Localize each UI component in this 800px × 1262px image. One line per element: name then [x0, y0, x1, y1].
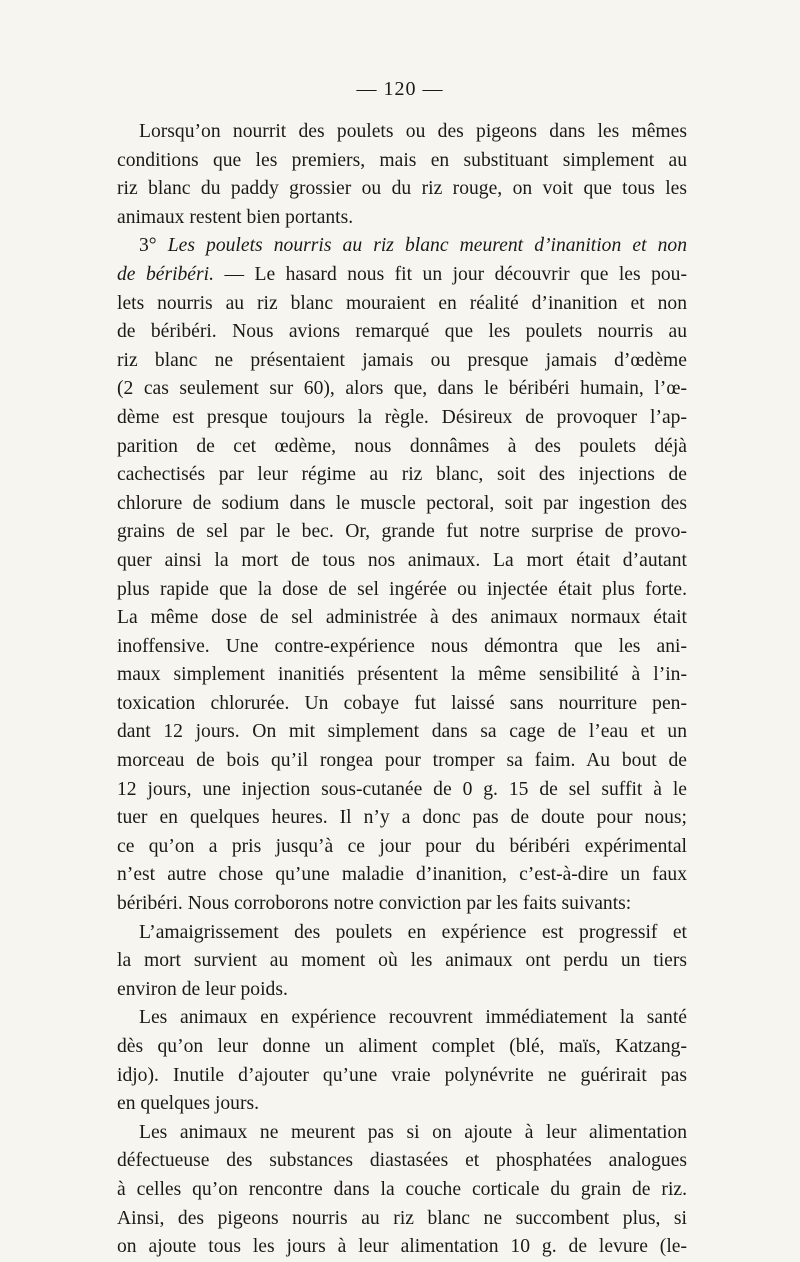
- text-line: quer ainsi la mort de tous nos animaux. La mort était d’autant: [117, 549, 687, 571]
- text-line: ce qu’on a pris jusqu’à ce jour pour du béribéri expérimental: [117, 835, 687, 857]
- text-line: toxication chlorurée. Un cobaye fut laissé sans nourriture pen-: [117, 692, 687, 714]
- section-title: Les poulets nourris au riz blanc meurent d’inanition et non: [167, 235, 687, 257]
- text-line: en quelques jours.: [117, 1093, 260, 1115]
- text-line: idjo). Inutile d’ajouter qu’une vraie polynévrite ne guérirait pas: [117, 1064, 687, 1086]
- text-line: défectueuse des substances diastasées et phosphatées analogues: [117, 1150, 687, 1172]
- text-line: 12 jours, une injection sous-cutanée de 0 g. 15 de sel suffit à le: [117, 778, 687, 800]
- text-line: dès qu’on leur donne un aliment complet (blé, maïs, Katzang-: [117, 1036, 687, 1057]
- text-line: riz blanc du paddy grossier ou du riz rouge, on voit que tous les: [117, 178, 687, 200]
- text-line: chlorure de sodium dans le muscle pectoral, soit par ingestion des: [117, 492, 687, 514]
- text-line: La même dose de sel administrée à des animaux normaux était: [117, 607, 687, 629]
- text-line: L’amaigrissement des poulets en expérience est progressif et: [139, 921, 687, 943]
- text-line: béribéri. Nous corroborons notre conviction par les faits suivants:: [117, 893, 632, 915]
- body-text: [117, 118, 687, 1262]
- text-line: on ajoute tous les jours à leur alimentation 10 g. de levure (le-: [117, 1236, 687, 1258]
- text-line: environ de leur poids.: [117, 978, 288, 1000]
- text-line: (2 cas seulement sur 60), alors que, dans le béribéri humain, l’œ-: [117, 378, 687, 400]
- text-line: tuer en quelques heures. Il n’y a donc pas de doute pour nous;: [117, 807, 687, 829]
- text-line: inoffensive. Une contre-expérience nous démontra que les ani-: [117, 635, 687, 657]
- text-line: Lorsqu’on nourrit des poulets ou des pigeons dans les mêmes: [139, 121, 687, 142]
- text-line: morceau de bois qu’il rongea pour tromper sa faim. Au bout de: [117, 750, 687, 772]
- text-line: à celles qu’on rencontre dans la couche corticale du grain de riz.: [117, 1178, 687, 1200]
- text-line: dant 12 jours. On mit simplement dans sa cage de l’eau et un: [117, 721, 687, 743]
- text-line: plus rapide que la dose de sel ingérée ou injectée était plus forte.: [117, 578, 687, 600]
- section-number: 3°: [139, 235, 157, 257]
- text-line: conditions que les premiers, mais en substituant simplement au: [117, 149, 687, 171]
- text-line: maux simplement inanitiés présentent la même sensibilité à l’in-: [117, 664, 687, 686]
- text-line: n’est autre chose qu’une maladie d’inanition, c’est-à-dire un faux: [117, 864, 687, 886]
- text-line: dème est presque toujours la règle. Désireux de provoquer l’ap-: [117, 406, 687, 428]
- section-heading-line: [117, 261, 687, 290]
- text-line: grains de sel par le bec. Or, grande fut notre surprise de provo-: [117, 521, 687, 543]
- text-fragment: — Le hasard nous fit un jour découvrir que les pou-: [213, 263, 687, 285]
- text-line: la mort survient au moment où les animaux ont perdu un tiers: [117, 950, 687, 972]
- text-line: Les animaux en expérience recouvrent immédiatement la santé: [139, 1007, 687, 1029]
- text-line: parition de cet œdème, nous donnâmes à des poulets déjà: [117, 435, 687, 457]
- text-line: de béribéri. Nous avions remarqué que les poulets nourris au: [117, 321, 687, 343]
- page-number: — 120 —: [356, 78, 444, 100]
- text-line: Ainsi, des pigeons nourris au riz blanc ne succombent plus, si: [117, 1207, 687, 1229]
- text-line: cachectisés par leur régime au riz blanc, soit des injections de: [117, 464, 687, 486]
- text-line: riz blanc ne présentaient jamais ou presque jamais d’œdème: [117, 349, 687, 371]
- text-line: Les animaux ne meurent pas si on ajoute à leur alimentation: [139, 1121, 687, 1143]
- section-title-end: de béribéri.: [117, 263, 214, 285]
- text-line: animaux restent bien portants.: [117, 206, 354, 228]
- section-heading-line: [117, 232, 687, 261]
- text-line: lets nourris au riz blanc mouraient en réalité d’inanition et non: [117, 292, 687, 314]
